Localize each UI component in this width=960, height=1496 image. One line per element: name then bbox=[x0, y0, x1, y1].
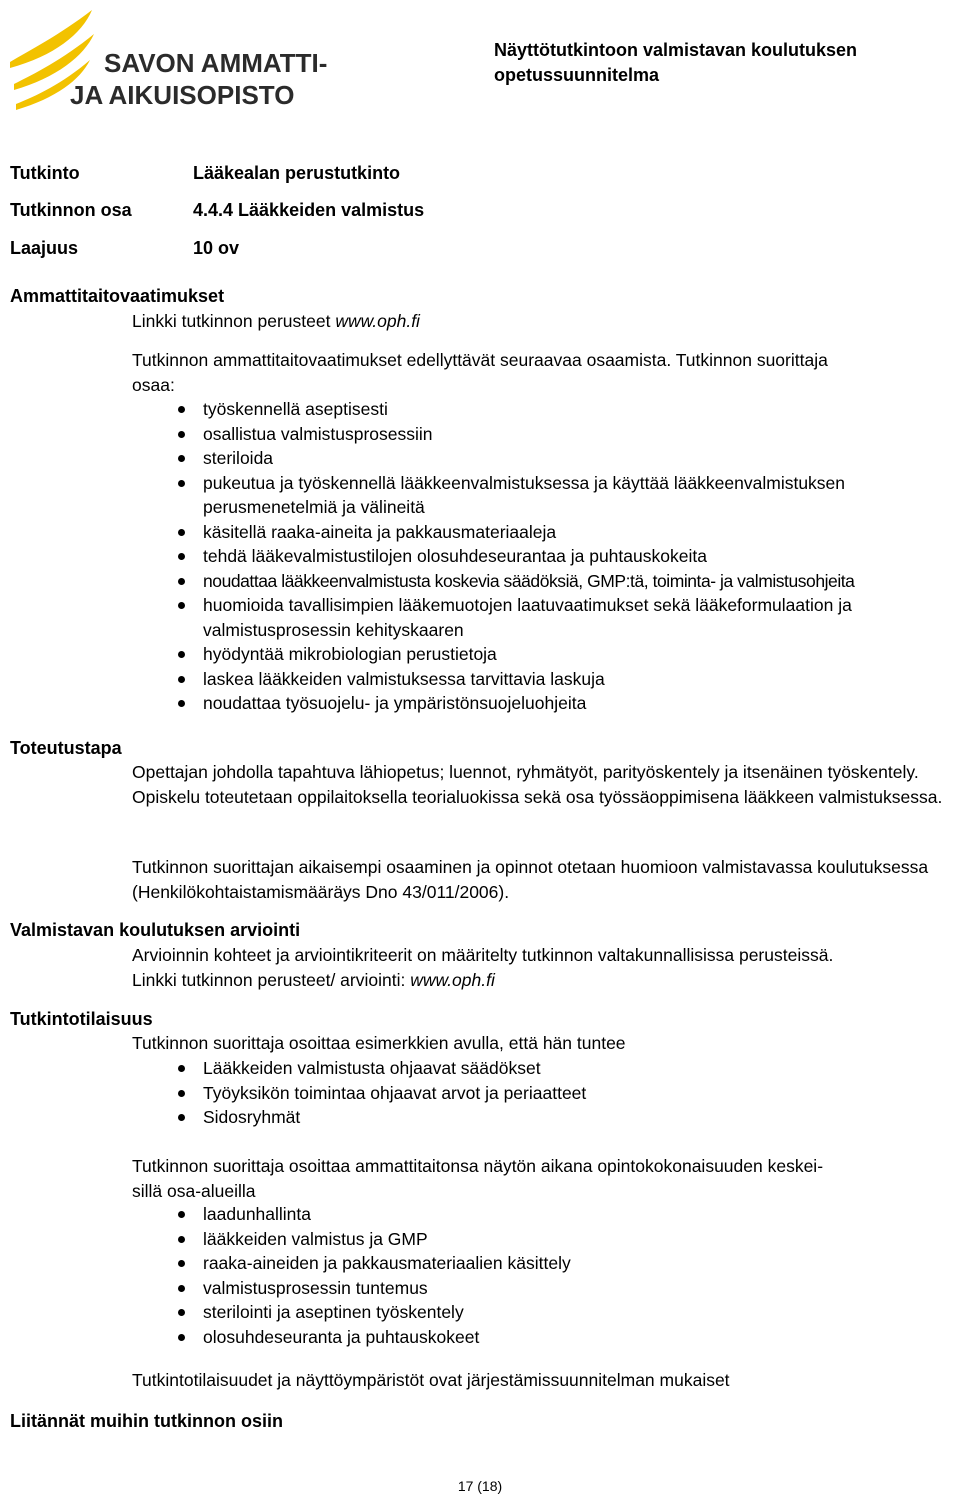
document-title bbox=[494, 38, 934, 88]
requirements-intro-line1: Tutkinnon ammattitaitovaatimukset edellyttävät seuraavaa osaamista. Tutkinnon suorittaja bbox=[132, 350, 828, 370]
scope-value: 10 ov bbox=[193, 238, 240, 258]
logo-line2: JA AIKUISOPISTO bbox=[70, 80, 295, 110]
list-item: hyödyntää mikrobiologian perustietoja bbox=[132, 642, 957, 667]
school-logo bbox=[6, 6, 346, 110]
list-item: työskennellä aseptisesti bbox=[132, 397, 957, 422]
logo-emblem-icon bbox=[6, 6, 346, 110]
scope-label: Laajuus bbox=[10, 238, 79, 258]
exam-list-2 bbox=[132, 1202, 957, 1349]
list-item: osallistua valmistusprosessiin bbox=[132, 422, 957, 447]
list-item: steriloida bbox=[132, 446, 957, 471]
list-item: Sidosryhmät bbox=[132, 1105, 957, 1130]
exam-heading: Tutkintotilaisuus bbox=[10, 1009, 153, 1029]
list-item: noudattaa lääkkeenvalmistusta koskevia säädöksiä, GMP:tä, toiminta- ja valmistusohjeita bbox=[132, 569, 957, 594]
list-item: sterilointi ja aseptinen työskentely bbox=[132, 1300, 957, 1325]
requirements-list bbox=[132, 397, 957, 716]
requirements-intro-line2: osaa: bbox=[132, 374, 175, 395]
requirements-intro bbox=[132, 348, 957, 397]
requirements-heading: Ammattitaitovaatimukset bbox=[10, 286, 225, 306]
logo-line1: SAVON AMMATTI- bbox=[104, 48, 328, 78]
exam-intro-2-line1: Tutkinnon suorittaja osoittaa ammattitaitonsa näytön aikana opintokokonaisuuden keskei- bbox=[132, 1156, 824, 1176]
exam-intro-2 bbox=[132, 1154, 957, 1203]
list-item: Työyksikön toimintaa ohjaavat arvot ja periaatteet bbox=[132, 1081, 957, 1106]
implementation-paragraph-1: Opettajan johdolla tapahtuva lähiopetus; luennot, ryhmätyöt, parityöskentely ja itsenäinen työskentely. Opiskelu toteutetaan oppilaitoksella teorialuokissa sekä osa työssäoppimisena lääkkeen valmistuksessa. bbox=[132, 762, 943, 807]
assessment-line1: Arvioinnin kohteet ja arviointikriteerit on määritelty tutkinnon valtakunnallisissa perusteissä. bbox=[132, 945, 834, 965]
connections-heading: Liitännät muihin tutkinnon osiin bbox=[10, 1411, 283, 1431]
part-value: 4.4.4 Lääkkeiden valmistus bbox=[193, 200, 425, 220]
list-item: käsitellä raaka-aineita ja pakkausmateriaaleja bbox=[132, 520, 957, 545]
list-item: pukeutua ja työskennellä lääkkeenvalmistuksessa ja käyttää lääkkeenvalmistuksen perusmenetelmiä ja välineitä bbox=[132, 471, 957, 520]
requirements-link-prefix: Linkki tutkinnon perusteet bbox=[132, 311, 336, 331]
list-item: lääkkeiden valmistus ja GMP bbox=[132, 1227, 957, 1252]
list-item: valmistusprosessin tuntemus bbox=[132, 1276, 957, 1301]
part-label: Tutkinnon osa bbox=[10, 200, 132, 220]
list-item: tehdä lääkevalmistustilojen olosuhdeseurantaa ja puhtauskokeita bbox=[132, 544, 957, 569]
assessment-line2 bbox=[132, 968, 957, 993]
exam-list-1 bbox=[132, 1056, 957, 1130]
list-item: laskea lääkkeiden valmistuksessa tarvittavia laskuja bbox=[132, 667, 957, 692]
exam-closing: Tutkintotilaisuudet ja näyttöympäristöt ovat järjestämissuunnitelman mukaiset bbox=[132, 1370, 730, 1390]
page-number: 17 (18) bbox=[457, 1478, 503, 1494]
list-item: raaka-aineiden ja pakkausmateriaalien käsittely bbox=[132, 1251, 957, 1276]
degree-label: Tutkinto bbox=[10, 163, 80, 183]
requirements-link-line bbox=[132, 309, 957, 334]
implementation-paragraph-2: Tutkinnon suorittajan aikaisempi osaaminen ja opinnot otetaan huomioon valmistavassa koulutuksessa (Henkilökohtaistamismääräys Dno 43/011/2006). bbox=[132, 857, 929, 902]
document-title-line1: Näyttötutkintoon valmistavan koulutuksen bbox=[494, 40, 858, 60]
exam-intro-2-line2: sillä osa-alueilla bbox=[132, 1180, 256, 1201]
list-item: olosuhdeseuranta ja puhtauskokeet bbox=[132, 1325, 957, 1350]
list-item: noudattaa työsuojelu- ja ympäristönsuojeluohjeita bbox=[132, 691, 957, 716]
implementation-heading: Toteutustapa bbox=[10, 738, 122, 758]
assessment-text bbox=[132, 943, 957, 992]
list-item: Lääkkeiden valmistusta ohjaavat säädökset bbox=[132, 1056, 957, 1081]
exam-intro-1: Tutkinnon suorittaja osoittaa esimerkkien avulla, että hän tuntee bbox=[132, 1033, 626, 1053]
assessment-heading: Valmistavan koulutuksen arviointi bbox=[10, 920, 301, 940]
list-item: huomioida tavallisimpien lääkemuotojen laatuvaatimukset sekä lääkeformulaation ja valmistusprosessin kehityskaaren bbox=[132, 593, 957, 642]
assessment-link[interactable]: www.oph.fi bbox=[410, 969, 495, 990]
assessment-link-prefix: Linkki tutkinnon perusteet/ arviointi: bbox=[132, 969, 411, 990]
degree-value: Lääkealan perustutkinto bbox=[193, 163, 401, 183]
list-item: laadunhallinta bbox=[132, 1202, 957, 1227]
document-title-line2: opetussuunnitelma bbox=[494, 65, 660, 85]
requirements-link[interactable]: www.oph.fi bbox=[335, 311, 420, 331]
